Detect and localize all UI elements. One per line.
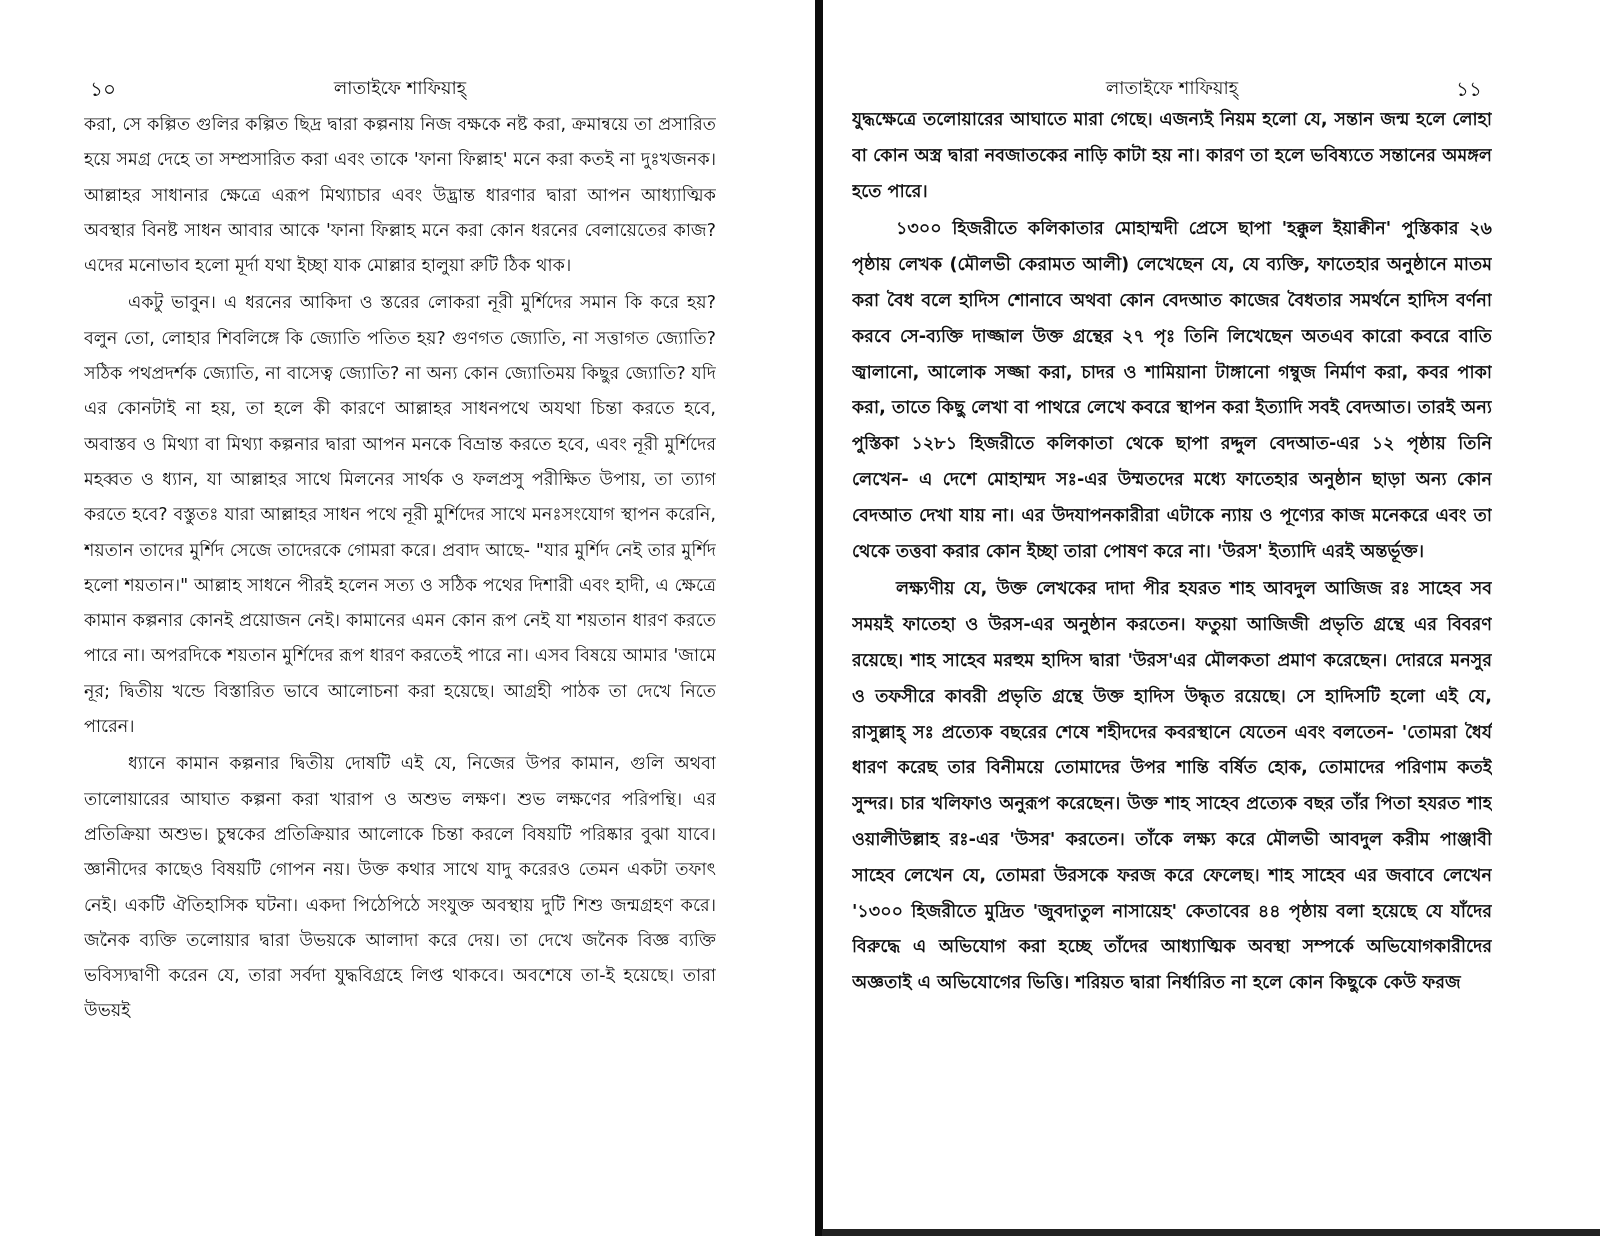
right-paragraph-2: ১৩০০ হিজরীতে কলিকাতার মোহাম্মদী প্রেসে ছাপা 'হক্কুল ইয়াক্বীন' পুস্তিকার ২৬ পৃষ্ঠায় লেখক (মৌলভী কেরামত আলী) লেখেছেন যে, যে ব্যক্তি, ফাতেহার অনুষ্ঠানে মাতম করা বৈধ বলে হাদিস শোনাবে অথবা কোন বেদআত কাজের বৈধতার সমর্থনে হাদিস বর্ণনা করবে সে-ব্যক্তি দাজ্জাল উক্ত গ্রন্থের ২৭ পৃঃ তিনি লিখেছেন অতএব কারো কবরে বাতি জ্বালানো, আলোক সজ্জা করা, চাদর ও শামিয়ানা টাঙ্গানো গম্বুজ নির্মাণ করা, কবর পাকা করা, তাতে কিছু লেখা বা পাথরে লেখে কবরে স্থাপন করা ইত্যাদি সবই বেদআত। তারই অন্য পুস্তিকা ১২৮১ হিজরীতে কলিকাতা থেকে ছাপা রদ্দুল বেদআত-এর ১২ পৃষ্ঠায় তিনি লেখেন- এ দেশে মোহাম্মদ সঃ-এর উম্মতদের মধ্যে ফাতেহার অনুষ্ঠান ছাড়া অন্য কোন বেদআত দেখা যায় না। এর উদযাপনকারীরা এটাকে ন্যায় ও পূণ্যের কাজ মনেকরে এবং তা থেকে তত্তবা করার কোন ইচ্ছা তারা পোষণ করে না। 'উরস' ইত্যাদি এরই অন্তর্ভূক্ত। xyxy=(852,219,1492,562)
left-paragraph-3: ধ্যানে কামান কল্পনার দ্বিতীয় দোষটি এই যে, নিজের উপর কামান, গুলি অথবা তালোয়ারের আঘাত কল্পনা করা খারাপ ও অশুভ লক্ষণ। শুভ লক্ষণের পরিপন্থি। এর প্রতিক্রিয়া অশুভ। চুম্বকের প্রতিক্রিয়ার আলোকে চিন্তা করলে বিষয়টি পরিষ্কার বুঝা যাবে। জ্ঞানীদের কাছেও বিষয়টি গোপন নয়। উক্ত কথার সাথে যাদু করেরও তেমন একটা তফাৎ নেই। একটি ঐতিহাসিক ঘটনা। একদা পিঠেপিঠে সংযুক্ত অবস্থায় দুটি শিশু জন্মগ্রহণ করে। জনৈক ব্যক্তি তলোয়ার দ্বারা উভয়কে আলাদা করে দেয়। তা দেখে জনৈক বিজ্ঞ ব্যক্তি ভবিস্যদ্বাণী করেন যে, তারা সর্বদা যুদ্ধবিগ্রহে লিপ্ত থাকবে। অবশেষে তা-ই হয়েছে। তারা উভয়ই xyxy=(84,754,716,1022)
left-page xyxy=(84,0,716,1236)
right-paragraph-1: যুদ্ধক্ষেত্রে তলোয়ারের আঘাতে মারা গেছে। এজন্যই নিয়ম হলো যে, সন্তান জন্ম হলে লোহা বা কোন অস্ত্র দ্বারা নবজাতকের নাড়ি কাটা হয় না। কারণ তা হলে ভবিষ্যতে সন্তানের অমঙ্গল হতে পারে। xyxy=(852,110,1492,202)
right-running-title: লাতাইফে শাফিয়াহ্ xyxy=(1105,78,1239,99)
left-paragraph-1: করা, সে কল্পিত গুলির কল্পিত ছিদ্র দ্বারা কল্পনায় নিজ বক্ষকে নষ্ট করা, ক্রমান্বয়ে তা প্রসারিত হয়ে সমগ্র দেহে তা সম্প্রসারিত করা এবং তাকে 'ফানা ফিল্লাহ' মনে করা কতই না দুঃখজনক। আল্লাহর সাধানার ক্ষেত্রে এরূপ মিথ্যাচার এবং উদ্ভ্রান্ত ধারণার দ্বারা আপন আধ্যাত্মিক অবস্থার বিনষ্ট সাধন আবার আকে 'ফানা ফিল্লাহ মনে করা কোন ধরনের বেলায়েতের কাজ? এদের মনোভাব হলো মূর্দা যথা ইচ্ছা যাক মোল্লার হালুয়া রুটি ঠিক থাক। xyxy=(84,115,716,277)
right-page-number: ১১ xyxy=(1456,77,1482,101)
right-page-header xyxy=(852,74,1492,104)
book-gutter xyxy=(815,0,823,1236)
left-page-number: ১০ xyxy=(90,77,116,101)
left-page-header xyxy=(84,74,716,104)
right-paragraph-3: লক্ষ্যণীয় যে, উক্ত লেখকের দাদা পীর হযরত শাহ আবদুল আজিজ রঃ সাহেব সব সময়ই ফাতেহা ও উরস-এর অনুষ্ঠান করতেন। ফতুয়া আজিজী প্রভৃতি গ্রন্থে এর বিবরণ রয়েছে। শাহ সাহেব মরহুম হাদিস দ্বারা 'উরস'এর মৌলকতা প্রমাণ করেছেন। দোররে মনসুর ও তফসীরে কাবরী প্রভৃতি গ্রন্থে উক্ত হাদিস উদ্ধৃত রয়েছে। সে হাদিসটি হলো এই যে, রাসুল্লাহ্ সঃ প্রত্যেক বছরের শেষে শহীদদের কবরস্থানে যেতেন এবং বলতেন- 'তোমরা ধৈর্য ধারণ করেছ তার বিনীময়ে তোমাদের উপর শান্তি বর্ষিত হোক, তোমাদের পরিণাম কতই সুন্দর। চার খলিফাও অনুরূপ করেছেন। উক্ত শাহ সাহেব প্রত্যেক বছর তাঁর পিতা হযরত শাহ ওয়ালীউল্লাহ রঃ-এর 'উসর' করতেন। তাঁকে লক্ষ্য করে মৌলভী আবদুল করীম পাঞ্জাবী সাহেব লেখেন যে, তোমরা উরসকে ফরজ করে ফেলেছ। শাহ সাহেব এর জবাবে লেখেন '১৩০০ হিজরীতে মুদ্রিত 'জুবদাতুল নাসায়েহ' কেতাবের ৪৪ পৃষ্ঠায় বলা হয়েছে যে যাঁদের বিরুদ্ধে এ অভিযোগ করা হচ্ছে তাঁদের আধ্যাত্মিক অবস্থা সম্পর্কে অভিযোগকারীদের অজ্ঞতাই এ অভিযোগের ভিত্তি। শরিয়ত দ্বারা নির্ধারিত না হলে কোন কিছুকে কেউ ফরজ xyxy=(852,579,1492,994)
right-page xyxy=(852,0,1492,1236)
left-paragraph-2: একটু ভাবুন। এ ধরনের আকিদা ও স্তরের লোকরা নূরী মুর্শিদের সমান কি করে হয়? বলুন তো, লোহার শিবলিঙ্গে কি জ্যোতি পতিত হয়? গুণগত জ্যোতি, না সত্তাগত জ্যোতি? সঠিক পথপ্রদর্শক জ্যোতি, না বাসেত্ব জ্যোতি? না অন্য কোন জ্যোতিময় কিছুর জ্যোতি? যদি এর কোনটাই না হয়, তা হলে কী কারণে আল্লাহর সাধনপথে অযথা চিন্তা করতে হবে, অবাস্তব ও মিথ্যা বা মিথ্যা কল্পনার দ্বারা আপন মনকে বিভ্রান্ত করতে হবে, এবং নূরী মুর্শিদের মহব্বত ও ধ্যান, যা আল্লাহর সাথে মিলনের সার্থক ও ফলপ্রসু পরীক্ষিত উপায়, তা ত্যাগ করতে হবে? বস্তুতঃ যারা আল্লাহর সাধন পথে নূরী মুর্শিদের সাথে মনঃসংযোগ স্থাপন করেনি, শয়তান তাদের মুর্শিদ সেজে তাদেরকে গোমরা করে। প্রবাদ আছে- "যার মুর্শিদ নেই তার মুর্শিদ হলো শয়তান।" আল্লাহ সাধনে পীরই হলেন সত্য ও সঠিক পথের দিশারী এবং হাদী, এ ক্ষেত্রে কামান কল্পনার কোনই প্রয়োজন নেই। কামানের এমন কোন রূপ নেই যা শয়তান ধারণ করতে পারে না। অপরদিকে শয়তান মুর্শিদের রূপ ধারণ করতেই পারে না। এসব বিষয়ে আমার 'জামে নূর; দ্বিতীয় খন্ডে বিস্তারিত ভাবে আলোচনা করা হয়েছে। আগ্রহী পাঠক তা দেখে নিতে পারেন। xyxy=(84,293,716,738)
left-page-body xyxy=(84,108,716,1030)
left-running-title: লাতাইফে শাফিয়াহ্ xyxy=(333,78,467,99)
right-page-body xyxy=(852,103,1492,1002)
